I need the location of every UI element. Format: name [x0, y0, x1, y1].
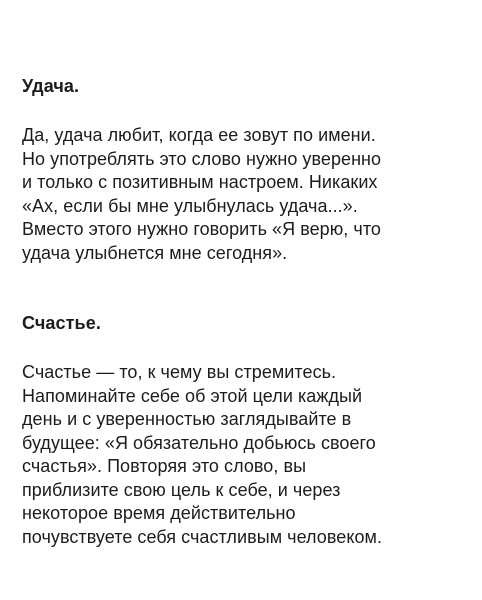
- paragraph-line: Да, удача любит, когда ее зовут по имени.: [22, 125, 376, 145]
- paragraph-line: Но употреблять это слово нужно уверенно: [22, 148, 382, 169]
- section-heading-luck: Удача.: [22, 76, 80, 96]
- section-luck: [22, 74, 462, 265]
- paragraph-line: удача улыбнется мне сегодня».: [22, 242, 288, 263]
- paragraph-line: Вместо этого нужно говорить «Я верю, что: [22, 219, 381, 239]
- paragraph-line: почувствуете себя счастливым человеком.: [22, 526, 383, 547]
- paragraph-line: будущее: «Я обязательно добьюсь своего: [22, 432, 376, 453]
- paragraph-line: и только с позитивным настроем. Никаких: [22, 172, 378, 192]
- paragraph-line: приблизите свою цель к себе, и через: [22, 479, 341, 500]
- document-page: [22, 74, 462, 549]
- section-happiness: [22, 311, 462, 549]
- section-body-happiness: [22, 361, 462, 549]
- paragraph-line: день и с уверенностью заглядывайте в: [22, 409, 352, 429]
- paragraph-line: некоторое время действительно: [22, 503, 296, 523]
- paragraph-line: счастья». Повторяя это слово, вы: [22, 456, 307, 476]
- section-body-luck: [22, 124, 462, 265]
- paragraph-line: Напоминайте себе об этой цели каждый: [22, 385, 363, 406]
- section-heading-happiness: Счастье.: [22, 313, 101, 333]
- paragraph-line: Счастье — то, к чему вы стремитесь.: [22, 362, 337, 382]
- paragraph-line: «Ах, если бы мне улыбнулась удача...».: [22, 195, 358, 216]
